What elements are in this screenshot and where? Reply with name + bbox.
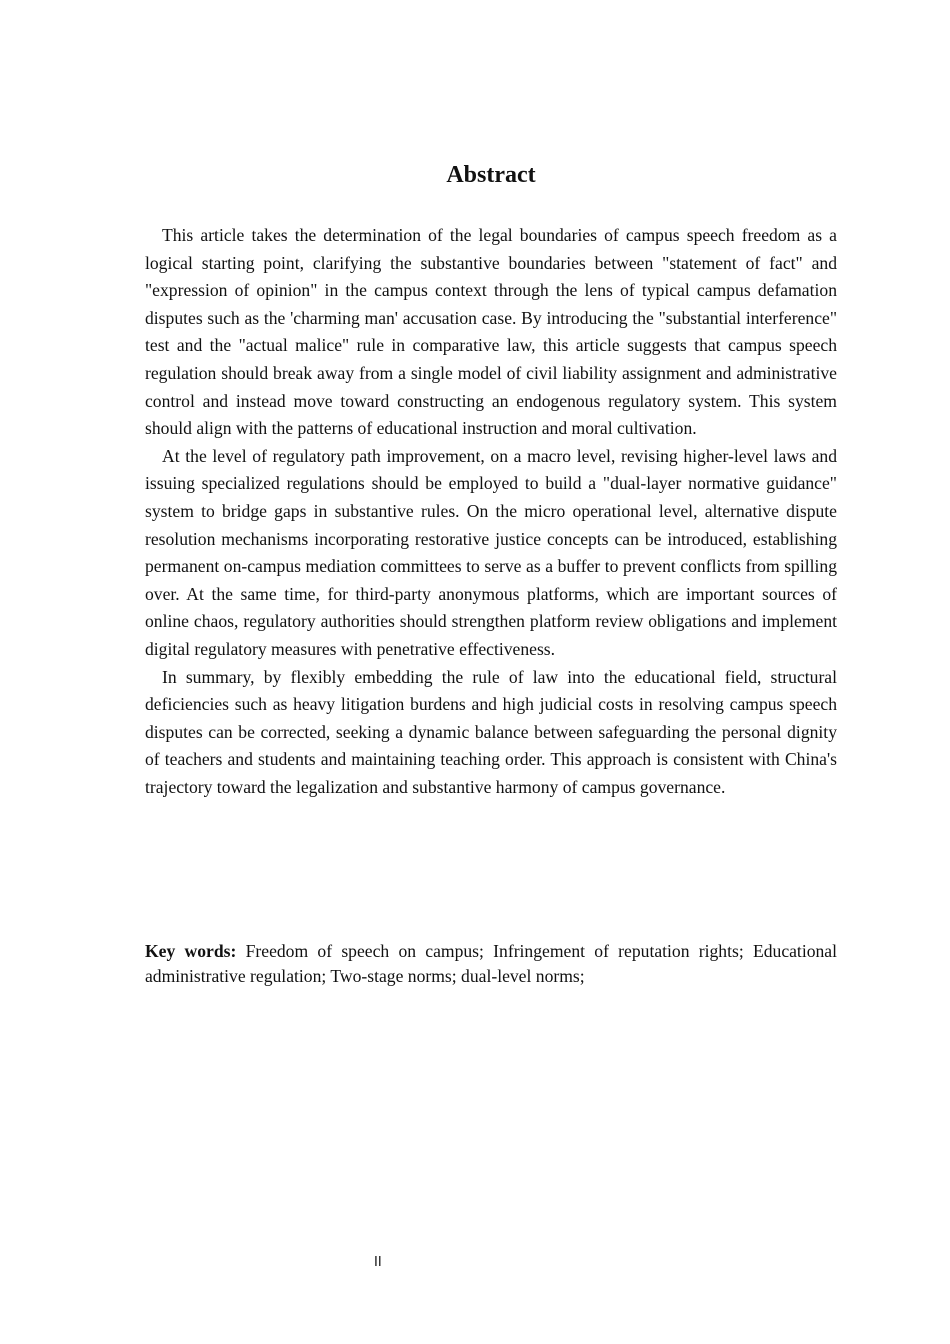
page-number: II [374,1255,382,1270]
keywords-section [145,939,837,989]
abstract-body [145,222,837,801]
abstract-paragraph-3: In summary, by flexibly embedding the rule of law into the educational field, structural deficiencies such as heavy litigation burdens and high judicial costs in resolving campus speech disputes can be corrected, seeking a dynamic balance between safeguarding the personal dignity of teachers and students and maintaining teaching order. This approach is consistent with China's trajectory toward the legalization and substantive harmony of campus governance. [145,666,837,797]
keywords-label: Key words: [145,941,237,961]
abstract-paragraph-2: At the level of regulatory path improvement, on a macro level, revising higher-level laws and issuing specialized regulations should be employed to build a "dual-layer normative guidance" system to bridge gaps in substantive rules. On the micro operational level, alternative dispute resolution mechanisms incorporating restorative justice concepts can be introduced, establishing permanent on-campus mediation committees to serve as a buffer to prevent conflicts from spilling over. At the same time, for third-party anonymous platforms, which are important sources of online chaos, regulatory authorities should strengthen platform review obligations and implement digital regulatory measures with penetrative effectiveness. [145,445,837,659]
abstract-paragraph-1: This article takes the determination of the legal boundaries of campus speech freedom as a logical starting point, clarifying the substantive boundaries between "statement of fact" and "expression of opinion" in the campus context through the lens of typical campus defamation disputes such as the 'charming man' accusation case. By introducing the "substantial interference" test and the "actual malice" rule in comparative law, this article suggests that campus speech regulation should break away from a single model of civil liability assignment and administrative control and instead move toward constructing an endogenous regulatory system. This system should align with the patterns of educational instruction and moral cultivation. [145,225,837,439]
page-title: Abstract [446,162,536,188]
keywords-text: Freedom of speech on campus; Infringement of reputation rights; Educational administrative regulation; Two-stage norms; dual-level norms; [145,941,837,986]
